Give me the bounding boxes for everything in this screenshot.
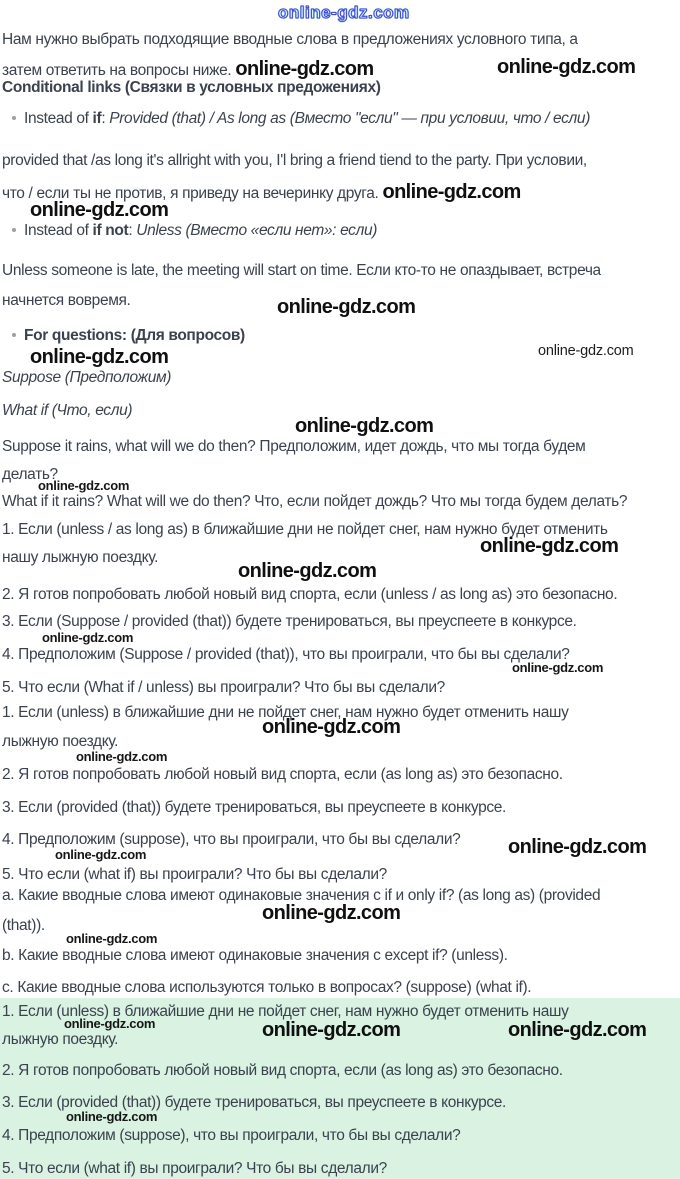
task-5: 5. Что если (What if / unless) вы проиграли? Что бы вы сделали?	[2, 679, 445, 696]
watermark-11: online-gdz.com	[42, 630, 134, 645]
final-answer-3: 3. Если (provided (that)) будете тренироваться, вы преуспеете в конкурсе.	[2, 1094, 506, 1111]
watermark-21: online-gdz.com	[508, 1019, 647, 1041]
answer-5: 5. Что если (what if) вы проиграли? Что бы вы сделали?	[2, 866, 387, 883]
bullet-item-2	[12, 222, 377, 241]
answer-4: 4. Предположим (suppose), что вы проиграли, что бы вы сделали?	[2, 831, 461, 848]
task-4: 4. Предположим (Suppose / provided (that)), что вы проиграли, что бы вы сделали?	[2, 646, 570, 663]
question-example-line-3: What if it rains? What will we do then? Что, если пойдет дождь? Что мы тогда будем делать?	[2, 493, 628, 510]
bullet2-pre: Instead of	[24, 222, 93, 239]
bullet1-explanation: Provided (that) / As long as (Вместо "если" — при условии, что / если)	[109, 110, 590, 127]
question-example-line-1: Suppose it rains, what will we do then? Предположим, идет дождь, что мы тогда будем	[2, 438, 586, 455]
watermark-7: online-gdz.com	[295, 415, 434, 437]
bullet1-pre: Instead of	[24, 110, 93, 127]
intro-line-2-text: затем ответить на вопросы ниже.	[2, 62, 232, 79]
watermark-19: online-gdz.com	[64, 1016, 156, 1031]
watermark-14: online-gdz.com	[76, 749, 168, 764]
bullet3-label: For questions: (Для вопросов)	[24, 327, 245, 344]
watermark-4: online-gdz.com	[277, 296, 416, 318]
watermark-top: online-gdz.com	[278, 3, 410, 22]
bullet-item-3	[12, 327, 245, 346]
final-answer-2: 2. Я готов попробовать любой новый вид спорта, если (as long as) это безопасно.	[2, 1062, 563, 1079]
watermark-inline-1: online-gdz.com	[235, 58, 374, 80]
watermark-12: online-gdz.com	[512, 660, 604, 675]
subquestion-b: b. Какие вводные слова имеют одинаковые значения с except if? (unless).	[2, 947, 508, 964]
example2-line-1: Unless someone is late, the meeting will start on time. Если кто-то не опаздывает, встреча	[2, 262, 601, 279]
watermark-2: online-gdz.com	[497, 56, 636, 78]
bullet2-colon: :	[128, 222, 137, 239]
task-2: 2. Я готов попробовать любой новый вид спорта, если (unless / as long as) это безопасно.	[2, 586, 618, 603]
watermark-20: online-gdz.com	[262, 1019, 401, 1041]
watermark-16: online-gdz.com	[55, 847, 147, 862]
example2-line-2: начнется вовремя.	[2, 292, 131, 309]
bullet-dot	[12, 116, 16, 120]
subquestion-a-line-1: a. Какие вводные слова имеют одинаковые значения с if и only if? (as long as) (provided	[2, 887, 601, 904]
example1-line-2-text: что / если ты не против, я приведу на вечеринку друга.	[2, 185, 379, 202]
watermark-17: online-gdz.com	[262, 902, 401, 924]
bullet-dot	[12, 333, 16, 337]
suppose-label: Suppose (Предположим)	[2, 369, 172, 386]
task-1-line-2: нашу лыжную поездку.	[2, 549, 159, 566]
watermark-5: online-gdz.com	[30, 346, 169, 368]
final-answer-1-line-1: 1. Если (unless) в ближайшие дни не пойдет снег, нам нужно будет отменить нашу	[2, 1003, 569, 1020]
answer-3: 3. Если (provided (that)) будете тренироваться, вы преуспеете в конкурсе.	[2, 799, 506, 816]
subquestion-c: c. Какие вводные слова используются только в вопросах? (suppose) (what if).	[2, 979, 532, 996]
final-answer-4: 4. Предположим (suppose), что вы проиграли, что бы вы сделали?	[2, 1127, 461, 1144]
intro-line-1: Нам нужно выбрать подходящие вводные слова в предложениях условного типа, а	[2, 31, 578, 48]
answer-2: 2. Я готов попробовать любой новый вид спорта, если (as long as) это безопасно.	[2, 766, 563, 783]
final-answer-1-line-2: лыжную поездку.	[2, 1031, 119, 1048]
watermark-10: online-gdz.com	[238, 560, 377, 582]
watermark-13: online-gdz.com	[262, 716, 401, 738]
question-example-line-2: делать?	[2, 466, 58, 483]
watermark-3: online-gdz.com	[30, 199, 169, 221]
bullet2-keyword: if not	[92, 222, 129, 239]
answer-1-line-1: 1. Если (unless) в ближайшие дни не пойдет снег, нам нужно будет отменить нашу	[2, 704, 569, 721]
subquestion-a-line-2: (that)).	[2, 917, 45, 934]
watermark-15: online-gdz.com	[508, 836, 647, 858]
intro-line-2	[2, 59, 374, 81]
whatif-label: What if (Что, если)	[2, 402, 133, 419]
final-answer-5: 5. Что если (what if) вы проиграли? Что бы вы сделали?	[2, 1160, 387, 1177]
watermark-6: online-gdz.com	[538, 343, 634, 359]
example1-line-1: provided that /as long it's allright with you, I'l bring a friend tiend to the party. При условии,	[2, 152, 587, 169]
watermark-9: online-gdz.com	[480, 535, 619, 557]
bullet1-colon: :	[101, 110, 110, 127]
bullet-dot	[12, 228, 16, 232]
section-heading: Conditional links (Связки в условных предожениях)	[2, 79, 381, 96]
bullet-item-1	[12, 110, 590, 129]
task-1-line-1: 1. Если (unless / as long as) в ближайшие дни не пойдет снег, нам нужно будет отменить	[2, 521, 608, 538]
watermark-inline-2: online-gdz.com	[382, 181, 521, 203]
watermark-8: online-gdz.com	[38, 478, 130, 493]
task-3: 3. Если (Suppose / provided (that)) будете тренироваться, вы преуспеете в конкурсе.	[2, 613, 577, 630]
watermark-18: online-gdz.com	[66, 931, 158, 946]
answer-1-line-2: лыжную поездку.	[2, 733, 119, 750]
watermark-22: online-gdz.com	[66, 1109, 158, 1124]
bullet2-explanation: Unless (Вместо «если нет»: если)	[136, 222, 378, 239]
bullet1-keyword: if	[92, 110, 102, 127]
